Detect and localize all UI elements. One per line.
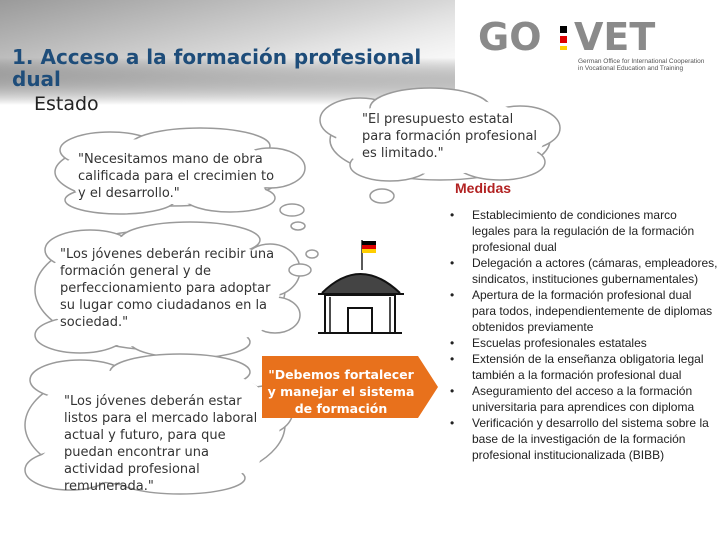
bullet-icon: • xyxy=(450,352,455,366)
bubble-labor-text: "Necesitamos mano de obra calificada para el crecimien to y el desarrollo." xyxy=(78,152,275,201)
measure-item xyxy=(446,335,718,351)
bubble-general-text: "Los jóvenes deberán recibir una formación general y de perfeccionamiento para adoptar su lugar como ciudadanos en la sociedad." xyxy=(60,247,275,330)
page-subtitle: Estado xyxy=(34,93,99,115)
measure-item-text: Aseguramiento del acceso a la formación universitaria para aprendices con diploma xyxy=(472,384,695,414)
measures-list xyxy=(446,207,718,463)
bubble-market-text: "Los jóvenes deberán estar listos para el mercado laboral actual y futuro, para que puedan encontrar una actividad profesional remunerada." xyxy=(64,394,258,494)
measure-item xyxy=(446,207,718,255)
bullet-icon: • xyxy=(450,384,455,398)
measure-item-text: Extensión de la enseñanza obligatoria legal también a la formación profesional dual xyxy=(472,352,704,382)
svg-text:VET: VET xyxy=(574,15,656,59)
measure-item-text: Verificación y desarrollo del sistema sobre la base de la investigación de la formación profesional institucionalizada (BIBB) xyxy=(472,416,709,462)
bullet-icon: • xyxy=(450,256,455,270)
measure-item-text: Establecimiento de condiciones marco legales para la regulación de la formación profesional dual xyxy=(472,208,695,254)
measure-item-text: Delegación a actores (cámaras, empleadores, sindicatos, instituciones gubernamentales) xyxy=(472,256,718,286)
bullet-icon: • xyxy=(450,288,455,302)
govet-tagline-line1: German Office for International Cooperation xyxy=(578,58,705,65)
measure-item xyxy=(446,415,718,463)
measure-item xyxy=(446,383,718,415)
bullet-icon: • xyxy=(450,336,455,350)
svg-text:GO: GO xyxy=(478,15,542,59)
bullet-icon: • xyxy=(450,416,455,430)
measure-item-text: Apertura de la formación profesional dual para todos, independientemente de diplomas obtenidos previamente xyxy=(472,288,713,334)
measure-item xyxy=(446,255,718,287)
measure-item-text: Escuelas profesionales estatales xyxy=(472,336,647,350)
govet-tagline-line2: in Vocational Education and Training xyxy=(578,65,684,72)
measure-item xyxy=(446,351,718,383)
arrow-text: "Debemos fortalecer y manejar el sistema de formación profesional xyxy=(267,367,415,433)
bubble-budget-text: "El presupuesto estatal para formación profesional es limitado." xyxy=(362,112,538,161)
page-title: 1. Acceso a la formación profesional dual xyxy=(12,45,422,91)
measures-title: Medidas xyxy=(455,180,512,196)
bullet-icon: • xyxy=(450,208,455,222)
measure-item xyxy=(446,287,718,335)
house-flag-icon xyxy=(318,240,404,333)
